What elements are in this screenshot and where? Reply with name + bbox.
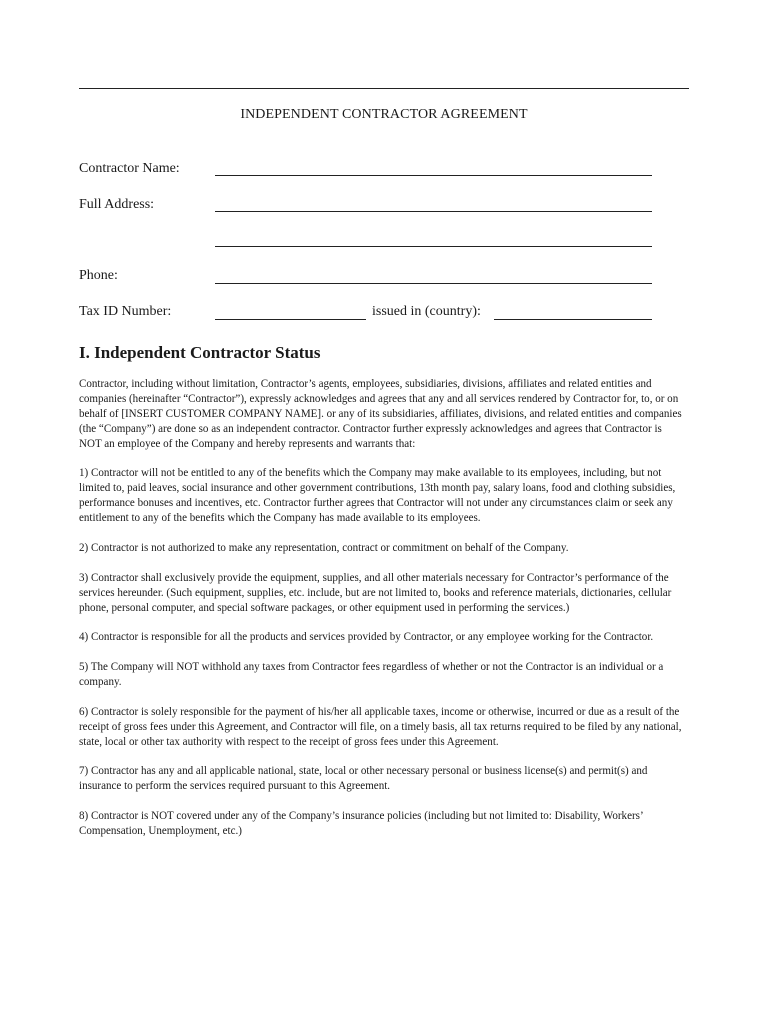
clause-1: 1) Contractor will not be entitled to any of the benefits which the Company may make available to its employees, including, but not limited to, paid leaves, social insurance and other government contributions, 13th month pay, salary loans, food and clothing subsidies, performance bonuses and incentives, etc. Contractor further agrees that Contractor will not under any circumstances claim or seek any entitlement to any of the benefits which the Company has made available to its employees. <box>79 467 676 525</box>
contractor-name-field[interactable] <box>215 175 652 176</box>
phone-field[interactable] <box>215 283 652 284</box>
address-line-2-field[interactable] <box>215 246 652 247</box>
full-address-label: Full Address: <box>79 197 155 212</box>
tax-id-field[interactable] <box>215 319 366 320</box>
clause-8: 8) Contractor is NOT covered under any of the Company’s insurance policies (including but not limited to: Disability, Workers’ Compensation, Unemployment, etc.) <box>79 810 643 838</box>
address-line-1-field[interactable] <box>215 211 652 212</box>
section-body <box>79 377 683 854</box>
header-rule <box>79 88 689 89</box>
phone-label: Phone: <box>79 268 118 283</box>
clause-5: 5) The Company will NOT withhold any taxes from Contractor fees regardless of whether or not the Contractor is an individual or a company. <box>79 661 664 689</box>
clause-7: 7) Contractor has any and all applicable national, state, local or other necessary personal or business license(s) and permit(s) and insurance to perform the services required pursuant to this Agreement. <box>79 765 648 793</box>
issued-in-country-field[interactable] <box>494 319 652 320</box>
section-heading: I. Independent Contractor Status <box>79 343 321 362</box>
clause-6: 6) Contractor is solely responsible for the payment of his/her all applicable taxes, income or otherwise, incurred or due as a result of the receipt of gross fees under this Agreement, and Contractor will file, on a timely basis, all tax returns required to be filed by any national, state, local or other tax authority with respect to the receipt of gross fees under this Agreement. <box>79 705 682 748</box>
clause-2: 2) Contractor is not authorized to make any representation, contract or commitment on behalf of the Company. <box>79 541 569 554</box>
clause-3: 3) Contractor shall exclusively provide the equipment, supplies, and all other materials necessary for Contractor’s performance of the services hereunder. (Such equipment, supplies, etc. include, but are not limited to, books and reference materials, dictionaries, cellular phone, personal computer, and special software packages, or other equipment used in performing the services.) <box>79 571 672 614</box>
tax-id-label: Tax ID Number: <box>79 304 172 319</box>
clause-4: 4) Contractor is responsible for all the products and services provided by Contractor, or any employee working for the Contractor. <box>79 631 654 644</box>
issued-in-label: issued in (country): <box>372 304 481 319</box>
contractor-name-label: Contractor Name: <box>79 161 180 176</box>
intro-paragraph: Contractor, including without limitation, Contractor’s agents, employees, subsidiaries, divisions, affiliates and related entities and companies (hereinafter “Contractor”), expressly acknowledges and agrees that any and all services rendered by Contractor for, to, or on behalf of [INSERT CUSTOMER COMPANY NAME]. or any of its subsidiaries, affiliates, divisions, and related entities and companies (the “Company”) are done so as an independent contractor. Contractor further expressly acknowledges and agrees that Contractor is NOT an employee of the Company and hereby represents and warrants that: <box>79 378 682 450</box>
document-title: INDEPENDENT CONTRACTOR AGREEMENT <box>240 107 528 122</box>
